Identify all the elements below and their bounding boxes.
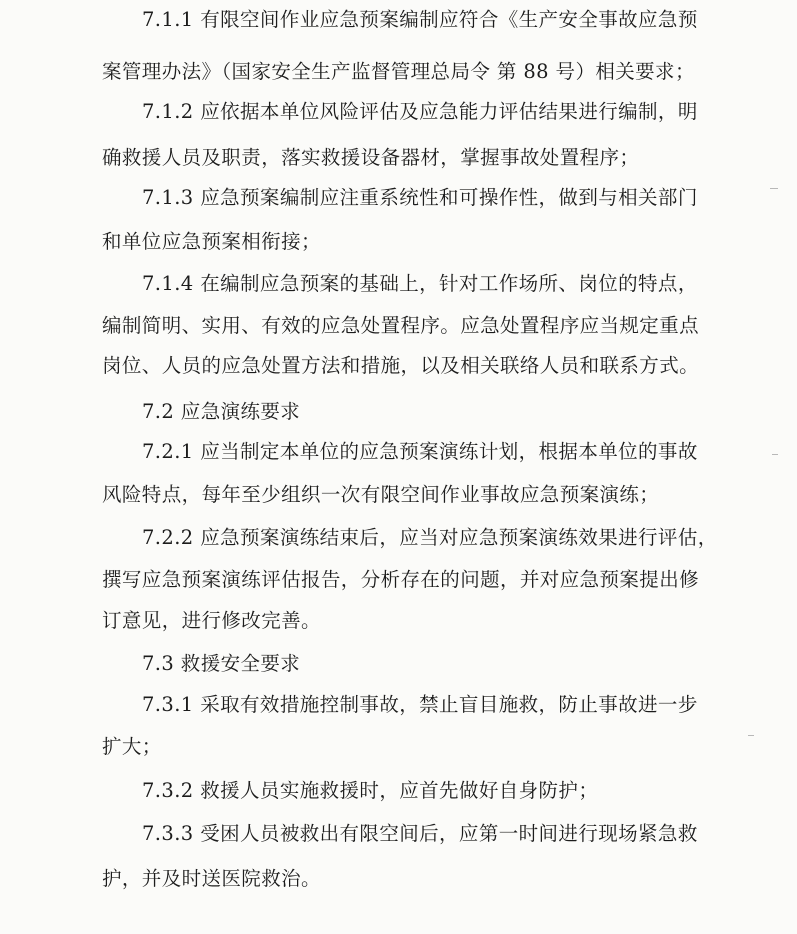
text-line-11: 7.2.1 应当制定本单位的应急预案演练计划，根据本单位的事故 [142, 440, 698, 463]
text-line-4: 确救援人员及职责，落实救援设备器材，掌握事故处置程序； [102, 146, 640, 169]
text-line-12: 风险特点，每年至少组织一次有限空间作业事故应急预案演练； [102, 483, 660, 506]
scan-mark-2 [772, 454, 778, 455]
section-heading-7-2: 7.2 应急演练要求 [142, 400, 301, 423]
text-line-6: 和单位应急预案相衔接； [102, 230, 321, 253]
text-line-20: 7.3.3 受困人员被救出有限空间后，应第一时间进行现场紧急救 [142, 822, 698, 845]
text-line-5: 7.1.3 应急预案编制应注重系统性和可操作性，做到与相关部门 [142, 186, 698, 209]
text-line-14: 撰写应急预案演练评估报告，分析存在的问题，并对应急预案提出修 [102, 568, 700, 591]
text-line-1: 7.1.1 有限空间作业应急预案编制应符合《生产安全事故应急预 [142, 8, 698, 31]
text-line-8: 编制简明、实用、有效的应急处置程序。应急处置程序应当规定重点 [102, 314, 700, 337]
text-line-3: 7.1.2 应依据本单位风险评估及应急能力评估结果进行编制，明 [142, 100, 698, 123]
section-heading-7-3: 7.3 救援安全要求 [142, 652, 301, 675]
text-line-18: 扩大； [102, 735, 162, 758]
text-line-15: 订意见，进行修改完善。 [102, 609, 321, 632]
scan-mark-1 [770, 188, 778, 189]
text-line-17: 7.3.1 采取有效措施控制事故，禁止盲目施救，防止事故进一步 [142, 693, 698, 716]
text-line-7: 7.1.4 在编制应急预案的基础上，针对工作场所、岗位的特点， [142, 272, 698, 295]
text-line-21: 护，并及时送医院救治。 [102, 867, 321, 890]
text-line-2: 案管理办法》（国家安全生产监督管理总局令 第 88 号）相关要求； [102, 60, 695, 83]
text-line-19: 7.3.2 救援人员实施救援时，应首先做好自身防护； [142, 779, 599, 802]
text-line-13: 7.2.2 应急预案演练结束后，应当对应急预案演练效果进行评估， [142, 526, 718, 549]
scan-mark-3 [748, 735, 754, 736]
text-line-9: 岗位、人员的应急处置方法和措施，以及相关联络人员和联系方式。 [102, 354, 700, 377]
